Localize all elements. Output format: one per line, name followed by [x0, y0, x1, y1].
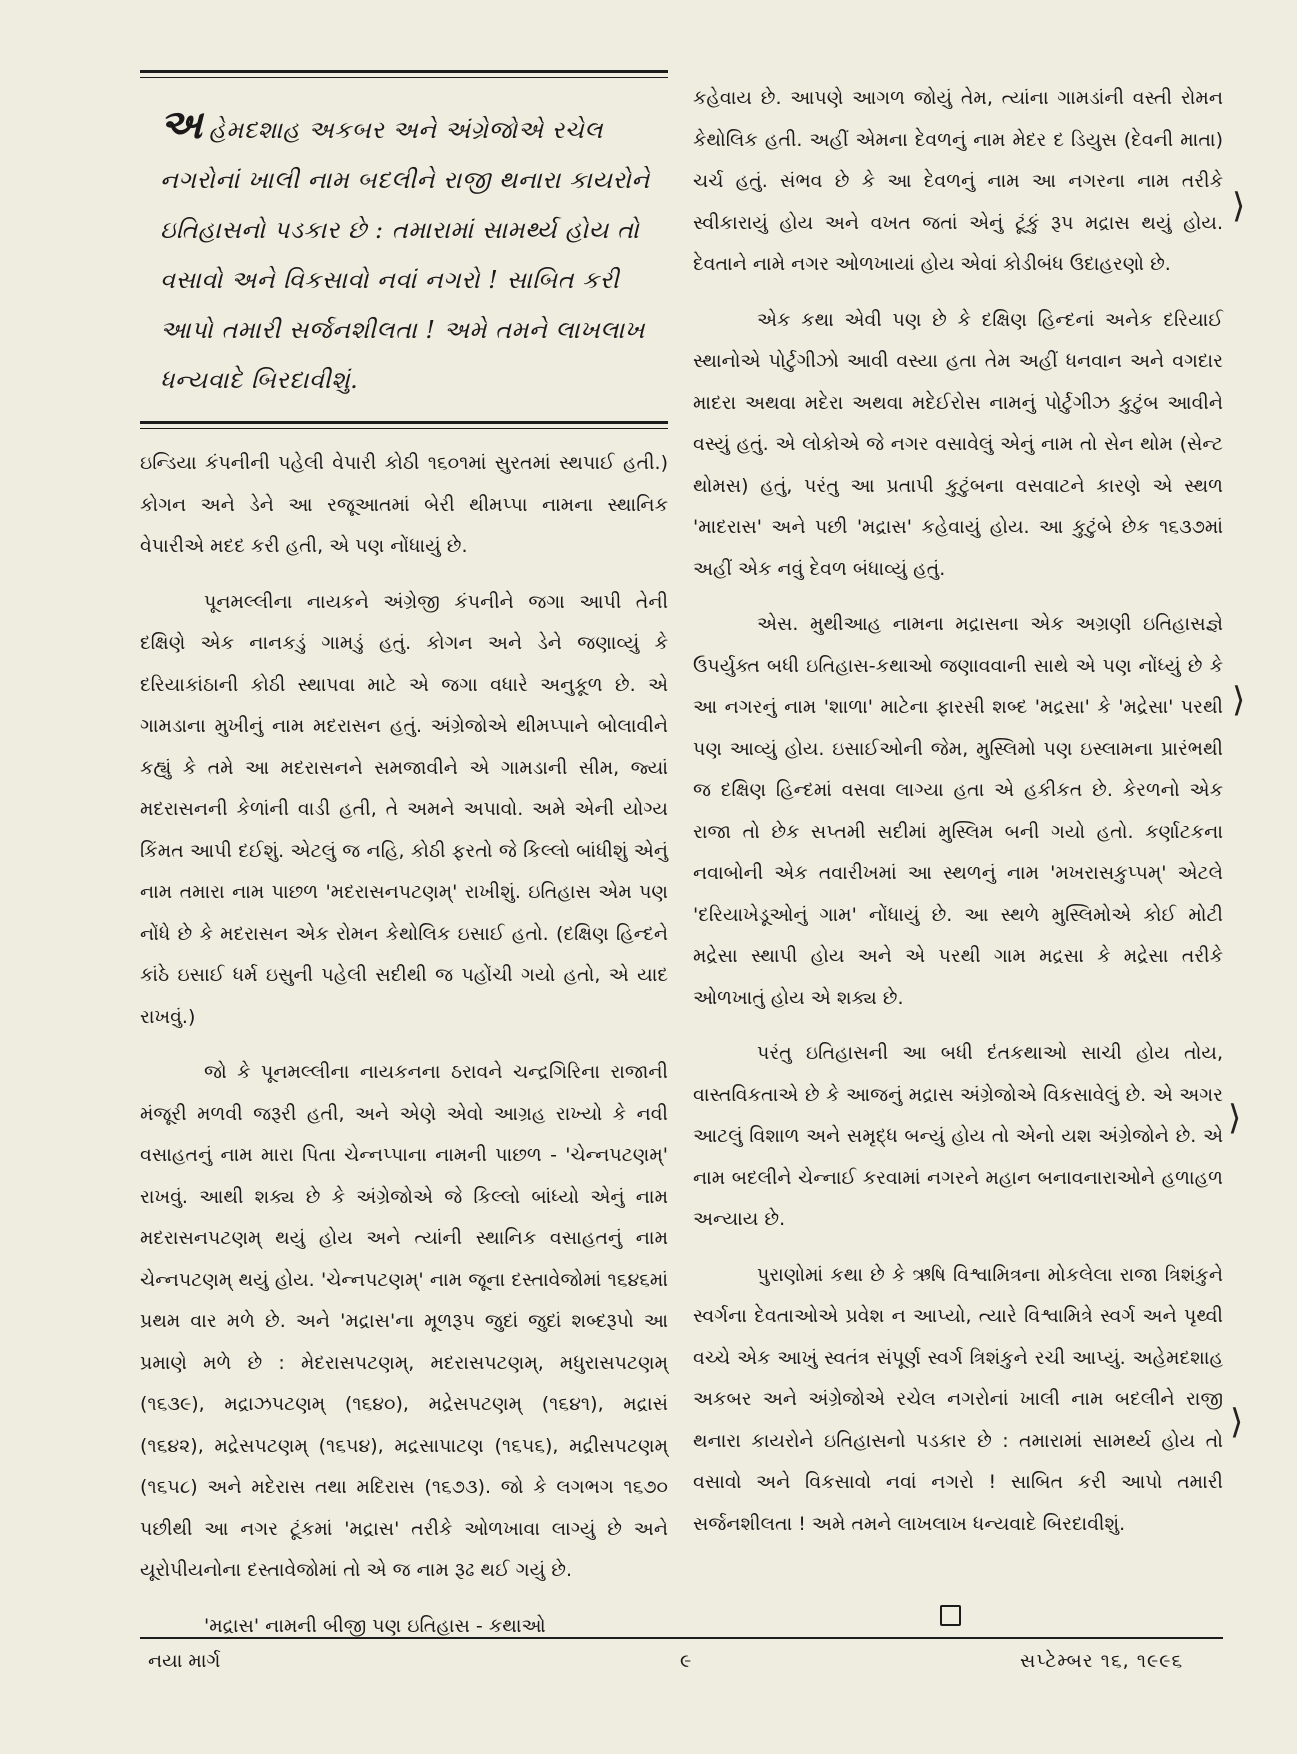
- right-paragraph-1: કહેવાય છે. આપણે આગળ જોયું તેમ, ત્યાંના ગામડાંની વસ્તી રોમન કેથોલિક હતી. અહીં એમના દેવળનું નામ મેદર દ ડિયુસ (દેવની માતા) ચર્ચ હતું. સંભવ છે કે આ દેવળનું નામ આ નગરના નામ તરીકે સ્વીકારાયું હોય અને વખત જતાં એનું ટૂંકું રૂપ મદ્રાસ થયું હોય. દેવતાને નામે નગર ઓળખાયાં હોય એવાં કોડીબંધ ઉદાહરણો છે.: [693, 87, 1223, 275]
- footer-publication: નયા માર્ગ: [148, 1650, 221, 1672]
- pullquote-top-rule: [140, 70, 668, 73]
- torn-edge-mark-icon: ⟩: [1232, 186, 1246, 226]
- left-paragraph-3: જો કે પૂનમલ્લીના નાયકનના ઠરાવને ચન્દ્રગિરિના રાજાની મંજૂરી મળવી જરૂરી હતી, અને એણે એવો આગ્રહ રાખ્યો કે નવી વસાહતનું નામ મારા પિતા ચેન્નપ્પાના નામની પાછળ - 'ચેન્નપટણમ્' રાખવું. આથી શક્ય છે કે અંગ્રેજોએ જે કિલ્લો બાંધ્યો એનું નામ મદરાસનપટણમ્ થયું હોય અને ત્યાંની સ્થાનિક વસાહતનું નામ ચેન્નપટણમ્ થયું હોય. 'ચેન્નપટણમ્' નામ જૂના દસ્તાવેજોમાં ૧૬૪૬માં પ્રથમ વાર મળે છે. અને 'મદ્રાસ'ના મૂળરૂપ જુદાં જુદાં શબ્દરૂપો આ પ્રમાણે મળે છે : મેદરાસપટણમ્, મદરાસપટણમ્, મધુરાસપટણમ્ (૧૬૩૯), મદ્રાઝપટણમ્ (૧૬૪૦), મદ્રેસપટણમ્ (૧૬૪૧), મદ્રાસં (૧૬૪૨), મદ્રેસપટણમ્ (૧૬૫૪), મદ્રસાપાટણ (૧૬૫૬), મદ્રીસપટણમ્ (૧૬૫૮) અને મદેરાસ તથા મદિરાસ (૧૬૭૩). જો કે લગભગ ૧૬૭૦ પછીથી આ નગર ટૂંકમાં 'મદ્રાસ' તરીકે ઓળખાવા લાગ્યું છે અને યૂરોપીયનોના દસ્તાવેજોમાં તો એ જ નામ રૂઢ થઈ ગયું છે.: [140, 1061, 668, 1581]
- pullquote-text: હેમદશાહ અકબર અને અંગ્રેજોએ રચેલ નગરોનાં ખાલી નામ બદલીને રાજી થનારા કાયરોને ઇતિહાસનો પડકાર છે : તમારામાં સામર્થ્ય હોય તો વસાવો અને વિકસાવો નવાં નગરો ! સાબિત કરી આપો તમારી સર્જનશીલતા ! અમે તમને લાખલાખ ધન્યવાદે બિરદાવીશું.: [160, 116, 650, 394]
- footer-page-number: ૯: [680, 1650, 692, 1672]
- torn-edge-mark-icon: ⟩: [1230, 1402, 1244, 1442]
- left-body: [140, 443, 668, 1647]
- right-paragraph-4: પરંતુ ઇતિહાસની આ બધી દંતકથાઓ સાચી હોય તોય, વાસ્તવિકતાએ છે કે આજનું મદ્રાસ અંગ્રેજોએ વિકસાવેલું છે. એ અગર આટલું વિશાળ અને સમૃદ્ધ બન્યું હોય તો એનો યશ અંગ્રેજોને છે. એ નામ બદલીને ચેન્નાઈ કરવામાં નગરને મહાન બનાવનારાઓને હળાહળ અન્યાય છે.: [693, 1042, 1223, 1230]
- pullquote-bottom-rule: [140, 421, 668, 424]
- torn-edge-mark-icon: ⟩: [1232, 680, 1246, 720]
- left-paragraph-1: ઇન્ડિયા કંપનીની પહેલી વેપારી કોઠી ૧૬૦૧માં સુરતમાં સ્થપાઈ હતી.) કોગન અને ડેને આ રજૂઆતમાં બેરી થીમપ્પા નામના સ્થાનિક વેપારીએ મદદ કરી હતી, એ પણ નોંધાયું છે.: [140, 452, 668, 557]
- pullquote-bottom-rule-thin: [140, 428, 668, 429]
- end-of-article-square-icon: [940, 1605, 961, 1626]
- footer-date: સપ્ટેમ્બર ૧૬, ૧૯૯૬: [1020, 1650, 1184, 1672]
- left-column: [140, 70, 668, 1647]
- right-paragraph-5: પુરાણોમાં કથા છે કે ઋષિ વિશ્વામિત્રના મોકલેલા રાજા ત્રિશંકુને સ્વર્ગના દેવતાઓએ પ્રવેશ ન આપ્યો, ત્યારે વિશ્વામિત્રે સ્વર્ગ અને પૃથ્વી વચ્ચે એક આખું સ્વતંત્ર સંપૂર્ણ સ્વર્ગ ત્રિશંકુને રચી આપ્યું. અહેમદશાહ અકબર અને અંગ્રેજોએ રચેલ નગરોનાં ખાલી નામ બદલીને રાજી થનારા કાયરોને ઇતિહાસનો પડકાર છે : તમારામાં સામર્થ્ય હોય તો વસાવો અને વિકસાવો નવાં નગરો ! સાબિત કરી આપો તમારી સર્જનશીલતા ! અમે તમને લાખલાખ ધન્યવાદે બિરદાવીશું.: [693, 1263, 1223, 1535]
- right-paragraph-3: એસ. મુથીઆહ નામના મદ્રાસના એક અગ્રણી ઇતિહાસજ્ઞે ઉપર્યુક્ત બધી ઇતિહાસ-કથાઓ જણાવવાની સાથે એ પણ નોંધ્યું છે કે આ નગરનું નામ 'શાળા' માટેના ફારસી શબ્દ 'મદ્રસા' કે 'મદ્રેસા' પરથી પણ આવ્યું હોય. ઇસાઈઓની જેમ, મુસ્લિમો પણ ઇસ્લામના પ્રારંભથી જ દક્ષિણ હિન્દમાં વસવા લાગ્યા હતા એ હકીકત છે. કેરળનો એક રાજા તો છેક સપ્તમી સદીમાં મુસ્લિમ બની ગયો હતો. કર્ણાટકના નવાબોની એક તવારીખમાં આ સ્થળનું નામ 'મખરાસકુપ્પમ્' એટલે 'દરિયાખેડૂઓનું ગામ' નોંધાયું છે. આ સ્થળે મુસ્લિમોએ કોઈ મોટી મદ્રેસા સ્થાપી હોય અને એ પરથી ગામ મદ્રસા કે મદ્રેસા તરીકે ઓળખાતું હોય એ શક્ય છે.: [693, 613, 1223, 1009]
- left-paragraph-2: પૂનમલ્લીના નાયકને અંગ્રેજી કંપનીને જગા આપી તેની દક્ષિણે એક નાનકડું ગામડું હતું. કોગન અને ડેને જણાવ્યું કે દરિયાકાંઠાની કોઠી સ્થાપવા માટે એ જગા વધારે અનુકૂળ છે. એ ગામડાના મુખીનું નામ મદરાસન હતું. અંગ્રેજોએ થીમપ્પાને બોલાવીને કહ્યું કે તમે આ મદરાસનને સમજાવીને એ ગામડાની સીમ, જ્યાં મદરાસનની કેળાંની વાડી હતી, તે અમને અપાવો. અમે એની યોગ્ય કિંમત આપી દઈશું. એટલું જ નહિ, કોઠી ફરતો જે કિલ્લો બાંધીશું એનું નામ તમારા નામ પાછળ 'મદરાસનપટણમ્' રાખીશું. ઇતિહાસ એમ પણ નોંધે છે કે મદરાસન એક રોમન કેથોલિક ઇસાઈ હતો. (દક્ષિણ હિન્દને કાંઠે ઇસાઈ ધર્મ ઇસુની પહેલી સદીથી જ પહોંચી ગયો હતો, એ યાદ રાખવું.): [140, 590, 668, 1028]
- right-paragraph-2: એક કથા એવી પણ છે કે દક્ષિણ હિન્દનાં અનેક દરિયાઈ સ્થાનોએ પોર્ટુગીઝો આવી વસ્યા હતા તેમ અહીં ધનવાન અને વગદાર માદરા અથવા મદેરા અથવા મદેઈરોસ નામનું પોર્ટુગીઝ કુટુંબ આવીને વસ્યું હતું. એ લોકોએ જે નગર વસાવેલું એનું નામ તો સેન થોમ (સેન્ટ થોમસ) હતું, પરંતુ આ પ્રતાપી કુટુંબના વસવાટને કારણે એ સ્થળ 'માદરાસ' અને પછી 'મદ્રાસ' કહેવાયું હોય. આ કુટુંબે છેક ૧૬૩૭માં અહીં એક નવું દેવળ બંધાવ્યું હતું.: [693, 308, 1223, 580]
- left-paragraph-4: 'મદ્રાસ' નામની બીજી પણ ઇતિહાસ - કથાઓ: [204, 1614, 546, 1637]
- right-column: [693, 78, 1223, 1545]
- footer-rule: [140, 1637, 1223, 1639]
- pullquote: [140, 78, 668, 421]
- pullquote-dropcap: અ: [160, 101, 203, 148]
- torn-edge-mark-icon: ⟩: [1228, 1098, 1242, 1138]
